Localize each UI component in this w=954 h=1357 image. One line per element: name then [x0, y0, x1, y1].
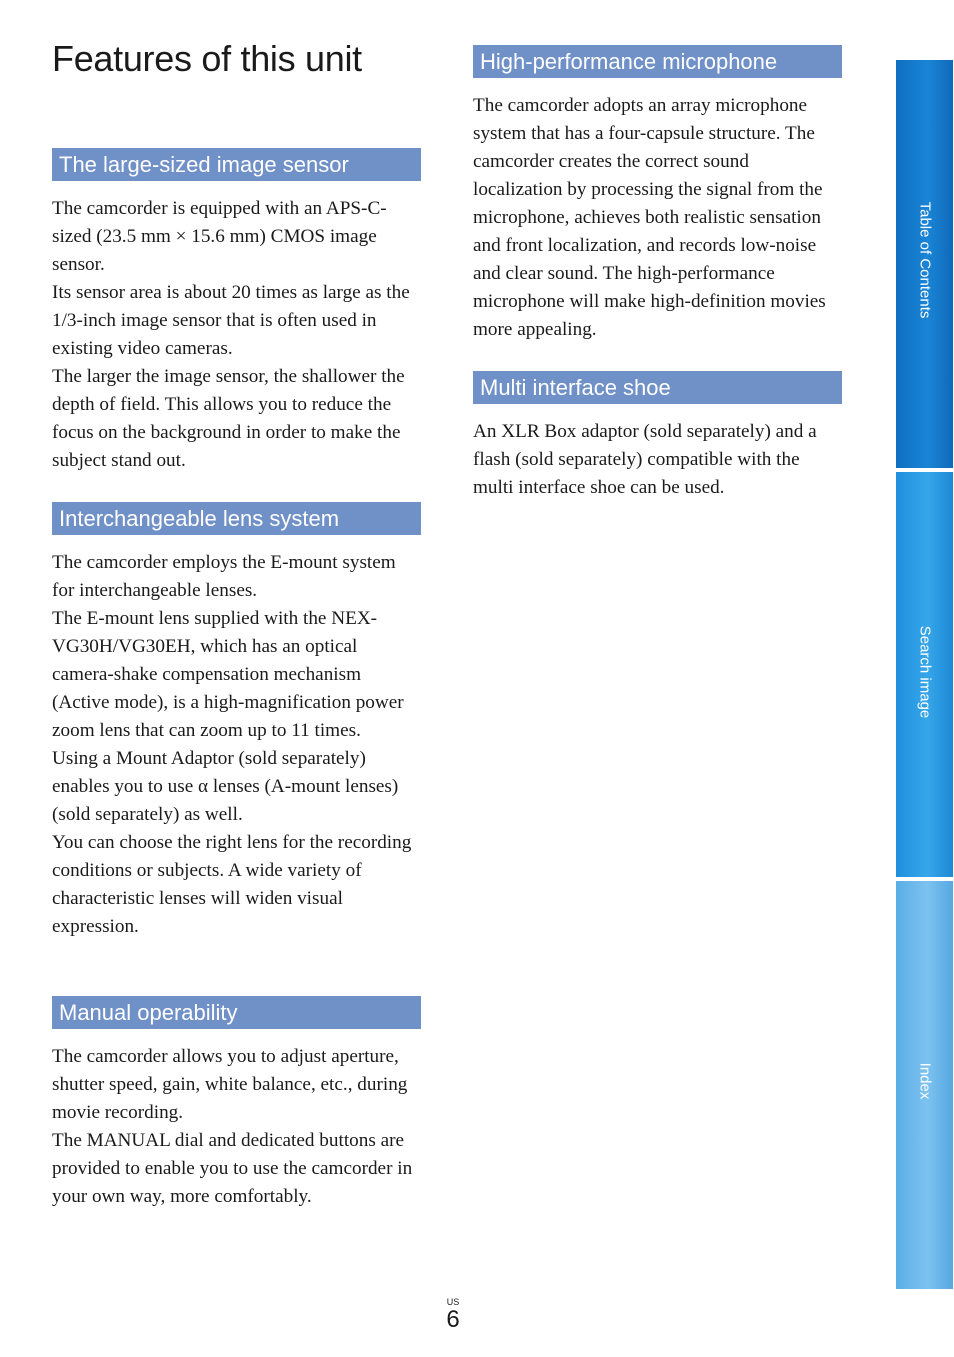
tab-label: Index: [916, 1062, 933, 1100]
section-manual-operability: [52, 996, 421, 1211]
paragraph: The MANUAL dial and dedicated buttons are provided to enable you to use the camcorder in your own way, more comfortably.: [52, 1130, 413, 1207]
section-microphone: [473, 45, 842, 344]
section-image-sensor: [52, 148, 421, 475]
page-number-value: 6: [446, 1306, 460, 1333]
section-multi-interface-shoe: [473, 371, 842, 502]
section-heading: The large-sized image sensor: [52, 148, 421, 181]
section-lens-system: [52, 502, 421, 941]
page-title: Features of this unit: [52, 38, 362, 79]
paragraph: You can choose the right lens for the recording conditions or subjects. A wide variety of characteristic lenses will widen visual expression.: [52, 832, 412, 937]
section-body: [52, 549, 421, 941]
page-region-code: US: [446, 1297, 460, 1307]
paragraph: The camcorder adopts an array microphone system that has a four-capsule structure. The camcorder creates the correct sound localization by processing the signal from the microphone, achieves both realistic sensation and front localization, and records low-noise and clear sound. The high-performance microphone will make high-definition movies more appealing.: [473, 95, 826, 340]
tab-table-of-contents[interactable]: [895, 59, 954, 469]
tab-label: Search image: [916, 625, 933, 719]
section-body: [52, 195, 421, 475]
section-heading: Manual operability: [52, 996, 421, 1029]
section-body: [473, 418, 842, 502]
paragraph: The E-mount lens supplied with the NEX-VG30H/VG30EH, which has an optical camera-shake compensation mechanism (Active mode), is a high-magnification power zoom lens that can zoom up to 11 times.: [52, 608, 404, 741]
tab-index[interactable]: [895, 880, 954, 1290]
page-number: [438, 1297, 468, 1333]
section-body: [52, 1043, 421, 1211]
paragraph: Using a Mount Adaptor (sold separately) enables you to use α lenses (A-mount lenses) (sold separately) as well.: [52, 748, 399, 825]
section-heading: High-performance microphone: [473, 45, 842, 78]
tab-label: Table of Contents: [916, 201, 933, 319]
section-heading: Multi interface shoe: [473, 371, 842, 404]
section-heading: Interchangeable lens system: [52, 502, 421, 535]
paragraph: Its sensor area is about 20 times as large as the 1/3-inch image sensor that is often used in existing video cameras.: [52, 282, 410, 359]
paragraph: An XLR Box adaptor (sold separately) and a flash (sold separately) compatible with the multi interface shoe can be used.: [473, 421, 817, 498]
paragraph: The larger the image sensor, the shallower the depth of field. This allows you to reduce the focus on the background in order to make the subject stand out.: [52, 366, 405, 471]
tab-search-image[interactable]: [895, 471, 954, 878]
paragraph: The camcorder is equipped with an APS-C-sized (23.5 mm × 15.6 mm) CMOS image sensor.: [52, 198, 387, 275]
paragraph: The camcorder allows you to adjust aperture, shutter speed, gain, white balance, etc., during movie recording.: [52, 1046, 408, 1123]
section-body: [473, 92, 842, 344]
paragraph: The camcorder employs the E-mount system for interchangeable lenses.: [52, 552, 396, 601]
